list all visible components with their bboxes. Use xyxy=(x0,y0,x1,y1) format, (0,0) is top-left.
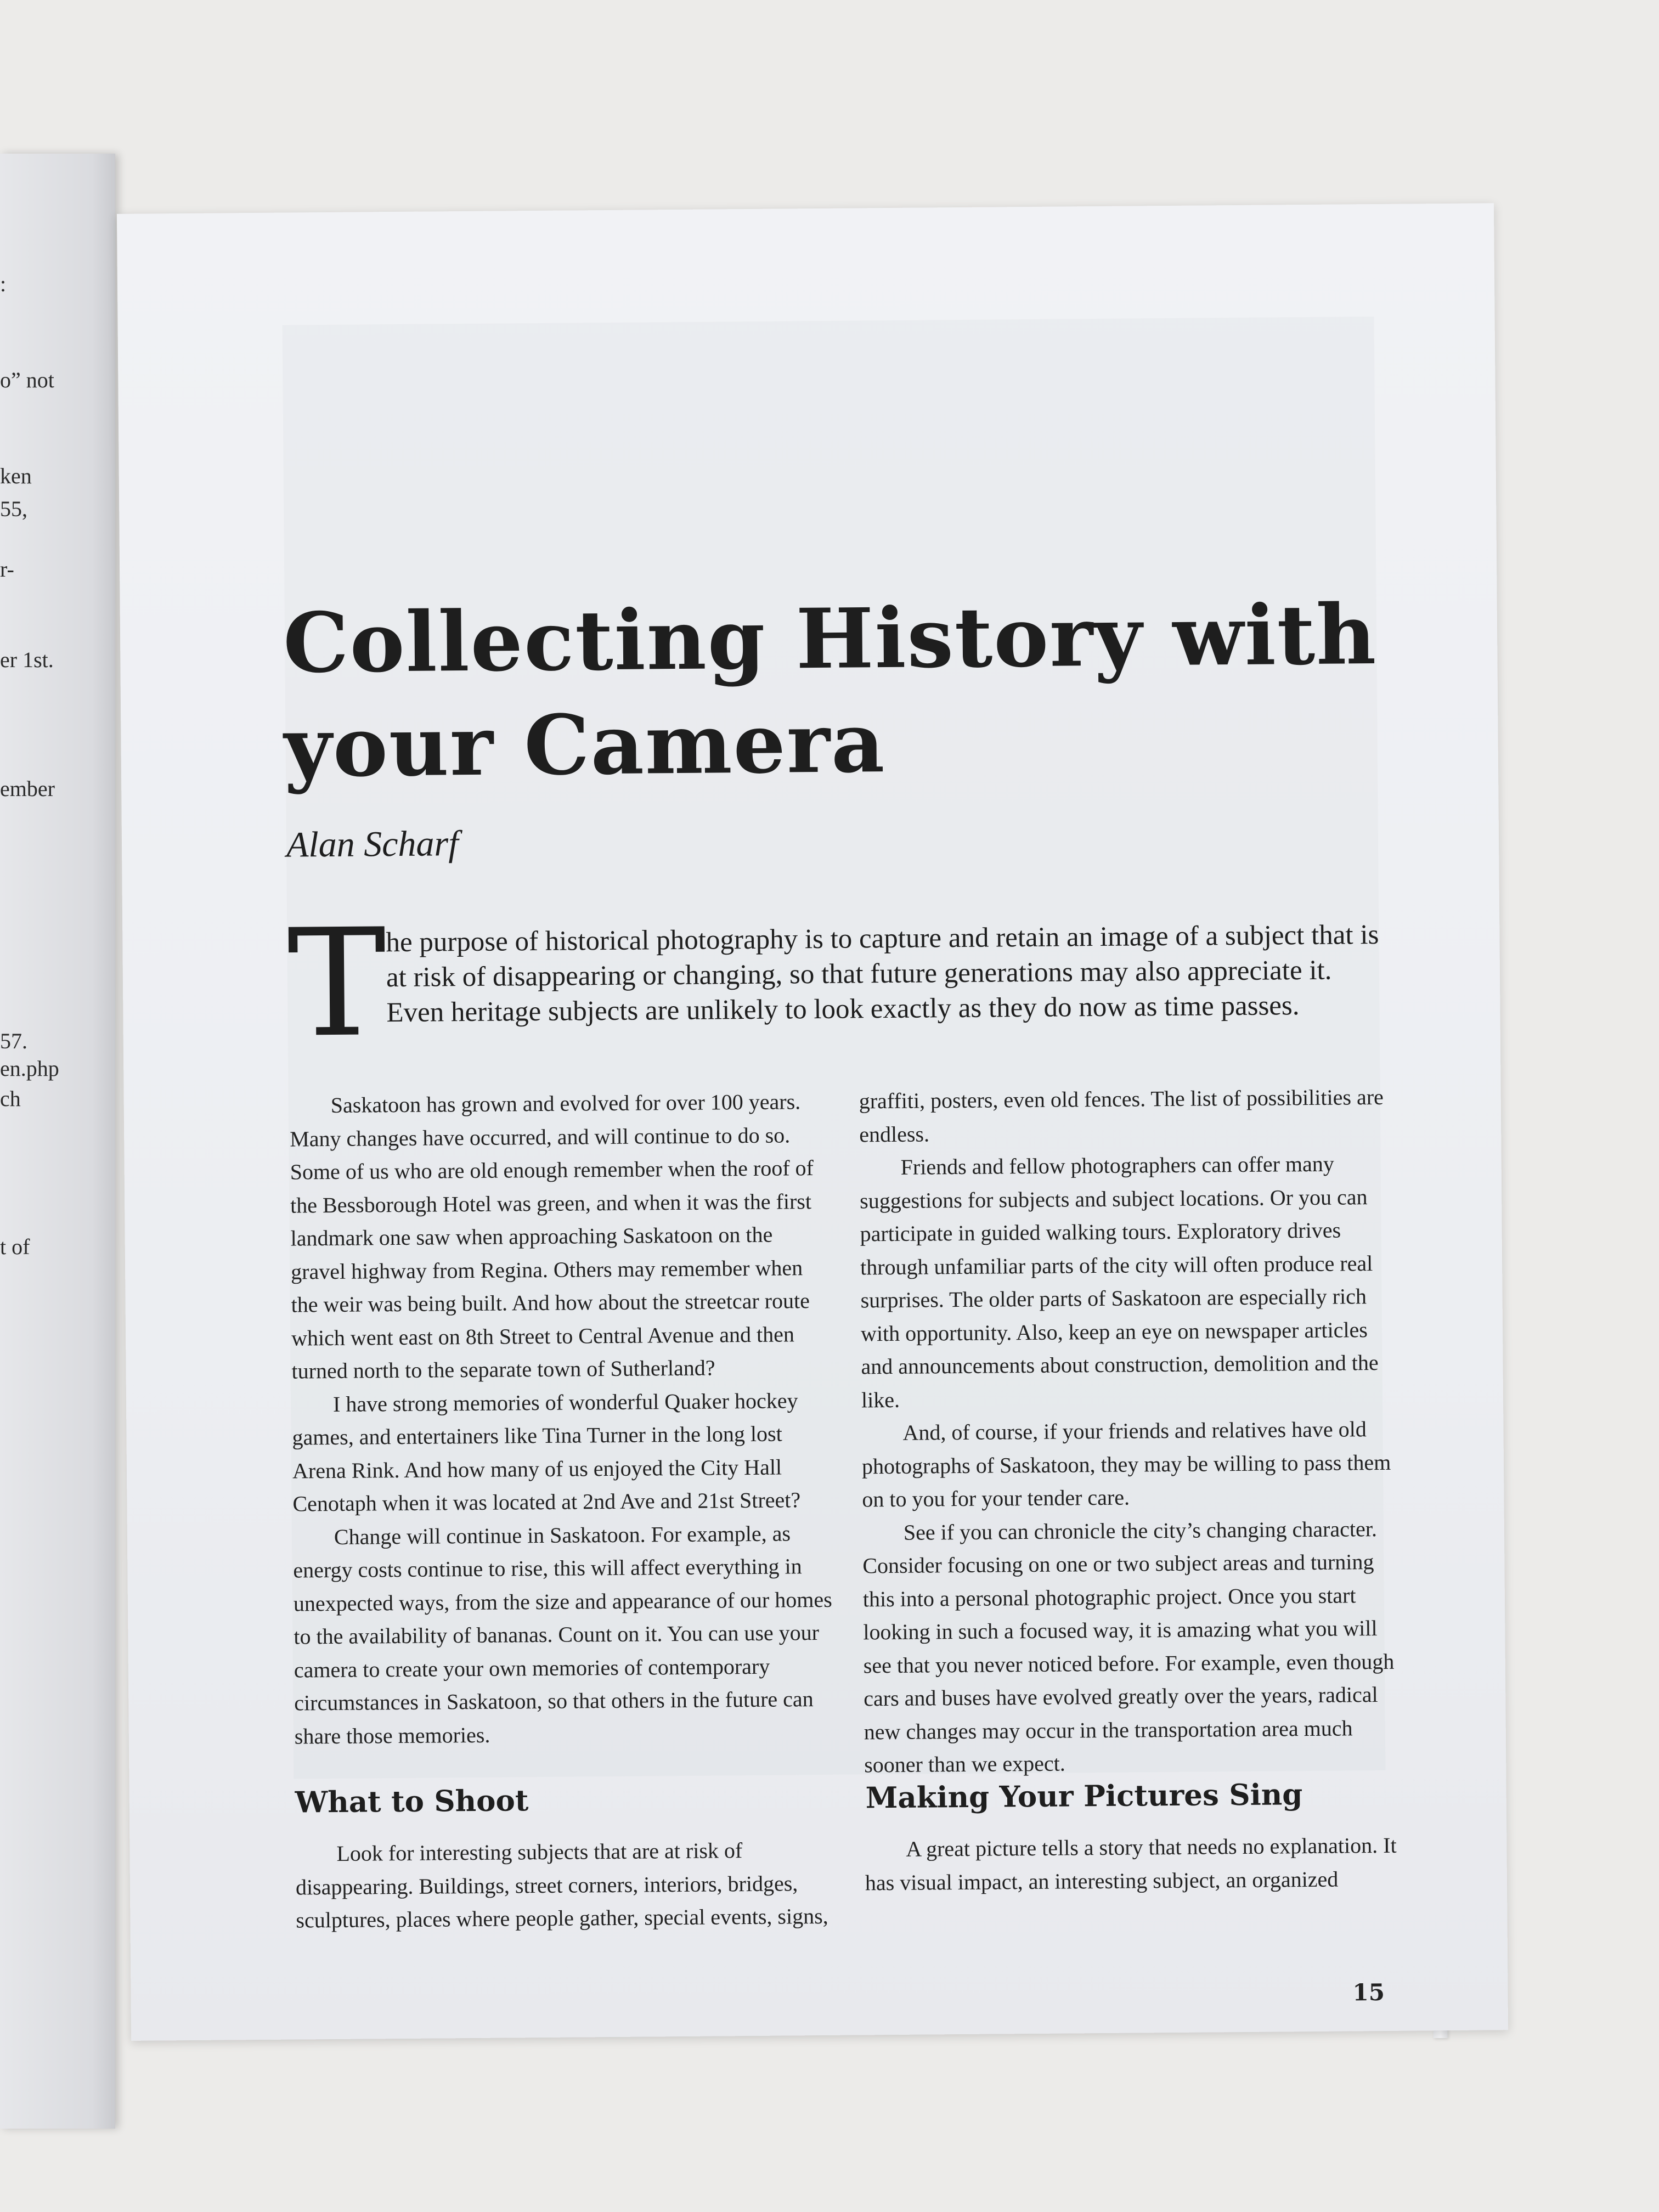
facing-page-text: ken xyxy=(0,464,32,488)
facing-page-text: ch xyxy=(0,1086,21,1111)
section-body xyxy=(295,1833,836,1937)
column-right xyxy=(859,1081,1405,1782)
facing-page-text: o” not xyxy=(0,368,54,392)
section-heading: What to Shoot xyxy=(295,1784,529,1820)
paragraph: Friends and fellow photographers can offer many suggestions for subjects and subject locations. Or you can participate in guided walking tours. Exploratory drives through unfamiliar parts of the city will often produce real surprises. The older parts of Saskatoon are especially rich with opportunity. Also, keep an eye on newspaper articles and announcements about construction, demolition and the like. xyxy=(859,1151,1379,1412)
paragraph: And, of course, if your friends and relatives have old photographs of Saskatoon, they may be willing to pass them on to you for your tender care. xyxy=(861,1417,1391,1512)
facing-page xyxy=(0,154,115,2129)
section-heading: Making Your Pictures Sing xyxy=(865,1778,1303,1815)
paragraph: A great picture tells a story that needs no explanation. It has visual impact, an interesting subject, an organized xyxy=(865,1832,1397,1895)
paragraph: Saskatoon has grown and evolved for over 100 years. Many changes have occurred, and will continue to do so. Some of us who are old enough remember when the roof of the Bessborough Hotel was green, and when it was the first landmark one saw when approaching Saskatoon on the gravel highway from Regina. Others may remember when the weir was being built. And how about the streetcar route which went east on 8th Street to Central Avenue and then turned north to the separate town of Sutherland? xyxy=(290,1089,814,1384)
facing-page-text: 55, xyxy=(0,496,27,521)
column-left xyxy=(290,1085,835,1753)
facing-page-text: : xyxy=(0,272,7,296)
facing-page-text: er 1st. xyxy=(0,647,54,672)
paragraph: See if you can chronicle the city’s changing character. Consider focusing on one or two subject areas and turning this into a personal photographic project. Once you start looking in such a focused way, it is amazing what you will see that you never noticed before. For example, even though cars and buses have evolved greatly over the years, radical new changes may occur in the transportation area much sooner than we expect. xyxy=(862,1516,1395,1778)
drop-cap: T xyxy=(286,896,387,1070)
author-byline: Alan Scharf xyxy=(286,823,459,865)
facing-page-text: en.php xyxy=(0,1056,59,1081)
magazine-page xyxy=(117,203,1508,2041)
lead-paragraph xyxy=(286,896,1385,1070)
facing-page-text: r- xyxy=(0,557,14,582)
facing-page-text: ember xyxy=(0,776,55,801)
facing-page-text: 57. xyxy=(0,1029,27,1053)
paragraph: graffiti, posters, even old fences. The list of possibilities are endless. xyxy=(859,1084,1384,1147)
section-body xyxy=(865,1829,1406,1900)
article-title: Collecting History with your Camera xyxy=(283,586,1378,796)
facing-page-text: t of xyxy=(0,1234,30,1259)
paragraph: Change will continue in Saskatoon. For example, as energy costs continue to rise, this will affect everything in unexpected ways, from the size and appearance of our homes to the availability of bananas. Count on it. You can use your camera to create your own memories of contemporary circumstances in Saskatoon, so that others in the future can share those memories. xyxy=(293,1520,832,1749)
paragraph: Look for interesting subjects that are at risk of disappearing. Buildings, street corners, interiors, bridges, sculptures, places where people gather, special events, signs, xyxy=(295,1838,828,1933)
paragraph: I have strong memories of wonderful Quaker hockey games, and entertainers like Tina Turner in the long lost Arena Rink. And how many of us enjoyed the City Hall Cenotaph when it was located at 2nd Ave and 21st Street? xyxy=(292,1387,801,1516)
page-number: 15 xyxy=(1352,1978,1385,2006)
lead-text: he purpose of historical photography is to capture and retain an image of a subject that is at risk of disappearing or changing, so that future generations may also appreciate it. Even heritage subjects are unlikely to look exactly as they do now as time passes. xyxy=(386,919,1379,1029)
